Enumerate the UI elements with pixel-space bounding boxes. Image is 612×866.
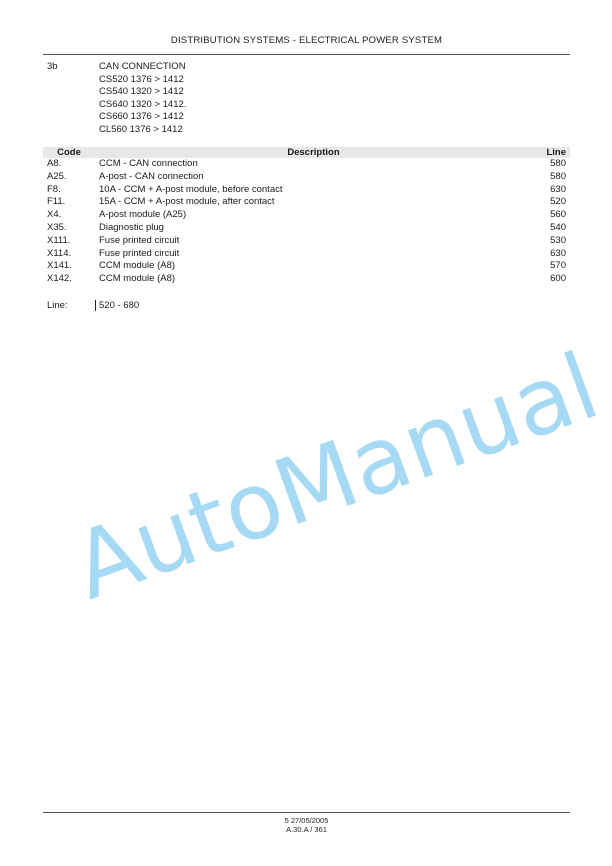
- cell-code: X111.: [47, 234, 71, 246]
- table-header-row: [43, 147, 570, 158]
- cell-description: CCM module (A8): [99, 260, 176, 272]
- cell-description: CCM - CAN connection: [99, 158, 198, 169]
- section-title: CAN CONNECTION: [99, 61, 186, 72]
- page-title: DISTRIBUTION SYSTEMS - ELECTRICAL POWER SYSTEM: [170, 35, 443, 46]
- page-footer: [43, 816, 570, 834]
- table-row: [43, 260, 570, 273]
- model-range-item: CS520 1376 > 1412: [99, 73, 184, 85]
- header-divider: [43, 54, 570, 55]
- component-table: [43, 147, 570, 286]
- cell-line: 600: [550, 273, 566, 285]
- watermark-logo: AutoManual: [60, 332, 612, 621]
- column-header-description: Description: [95, 147, 532, 158]
- cell-description: A-post - CAN connection: [99, 170, 204, 182]
- table-row: [43, 184, 570, 197]
- cell-description: 10A - CCM + A-post module, before contact: [99, 183, 283, 195]
- table-row: [43, 158, 570, 171]
- table-row: [43, 196, 570, 209]
- line-range-value: 520 - 680: [95, 300, 139, 311]
- cell-line: 580: [550, 170, 566, 182]
- cell-code: X142.: [47, 273, 72, 285]
- table-row: [43, 209, 570, 222]
- cell-code: F11.: [47, 196, 66, 208]
- model-range-item: CS540 1320 > 1412: [99, 86, 184, 98]
- cell-line: 540: [550, 221, 566, 233]
- cell-code: X141.: [47, 260, 72, 272]
- cell-code: X114.: [47, 247, 72, 259]
- table-row: [43, 235, 570, 248]
- cell-code: F8.: [47, 183, 61, 195]
- cell-description: A-post module (A25): [99, 209, 187, 221]
- model-range-item: CS660 1376 > 1412: [99, 111, 184, 123]
- footer-date: 5 27/05/2005: [284, 816, 329, 825]
- cell-code: A25.: [47, 170, 67, 182]
- section-number: 3b: [47, 61, 58, 72]
- cell-description: Diagnostic plug: [99, 221, 164, 233]
- cell-line: 630: [550, 183, 566, 195]
- footer-divider: [43, 812, 570, 813]
- model-range-item: CL560 1376 > 1412: [99, 123, 183, 135]
- table-row: [43, 248, 570, 261]
- cell-code: X4.: [47, 209, 62, 221]
- cell-line: 520: [550, 196, 566, 208]
- cell-line: 560: [550, 209, 566, 221]
- column-header-line: Line: [532, 147, 570, 158]
- model-list: [99, 74, 186, 137]
- table-row: [43, 222, 570, 235]
- cell-code: A8.: [47, 158, 62, 169]
- cell-description: Fuse printed circuit: [99, 247, 180, 259]
- table-row: [43, 273, 570, 286]
- table-row: [43, 171, 570, 184]
- cell-line: 570: [550, 260, 566, 272]
- cell-description: 15A - CCM + A-post module, after contact: [99, 196, 275, 208]
- cell-description: CCM module (A8): [99, 273, 176, 285]
- cell-code: X35.: [47, 221, 67, 233]
- column-header-code: Code: [43, 147, 95, 158]
- cell-line: 530: [550, 234, 566, 246]
- model-range-item: CS640 1320 > 1412.: [99, 98, 187, 110]
- cell-description: Fuse printed circuit: [99, 234, 180, 246]
- line-range-label: Line:: [47, 300, 68, 311]
- footer-page-number: A.30.A / 361: [286, 825, 327, 834]
- cell-line: 580: [550, 158, 566, 169]
- cell-line: 630: [550, 247, 566, 259]
